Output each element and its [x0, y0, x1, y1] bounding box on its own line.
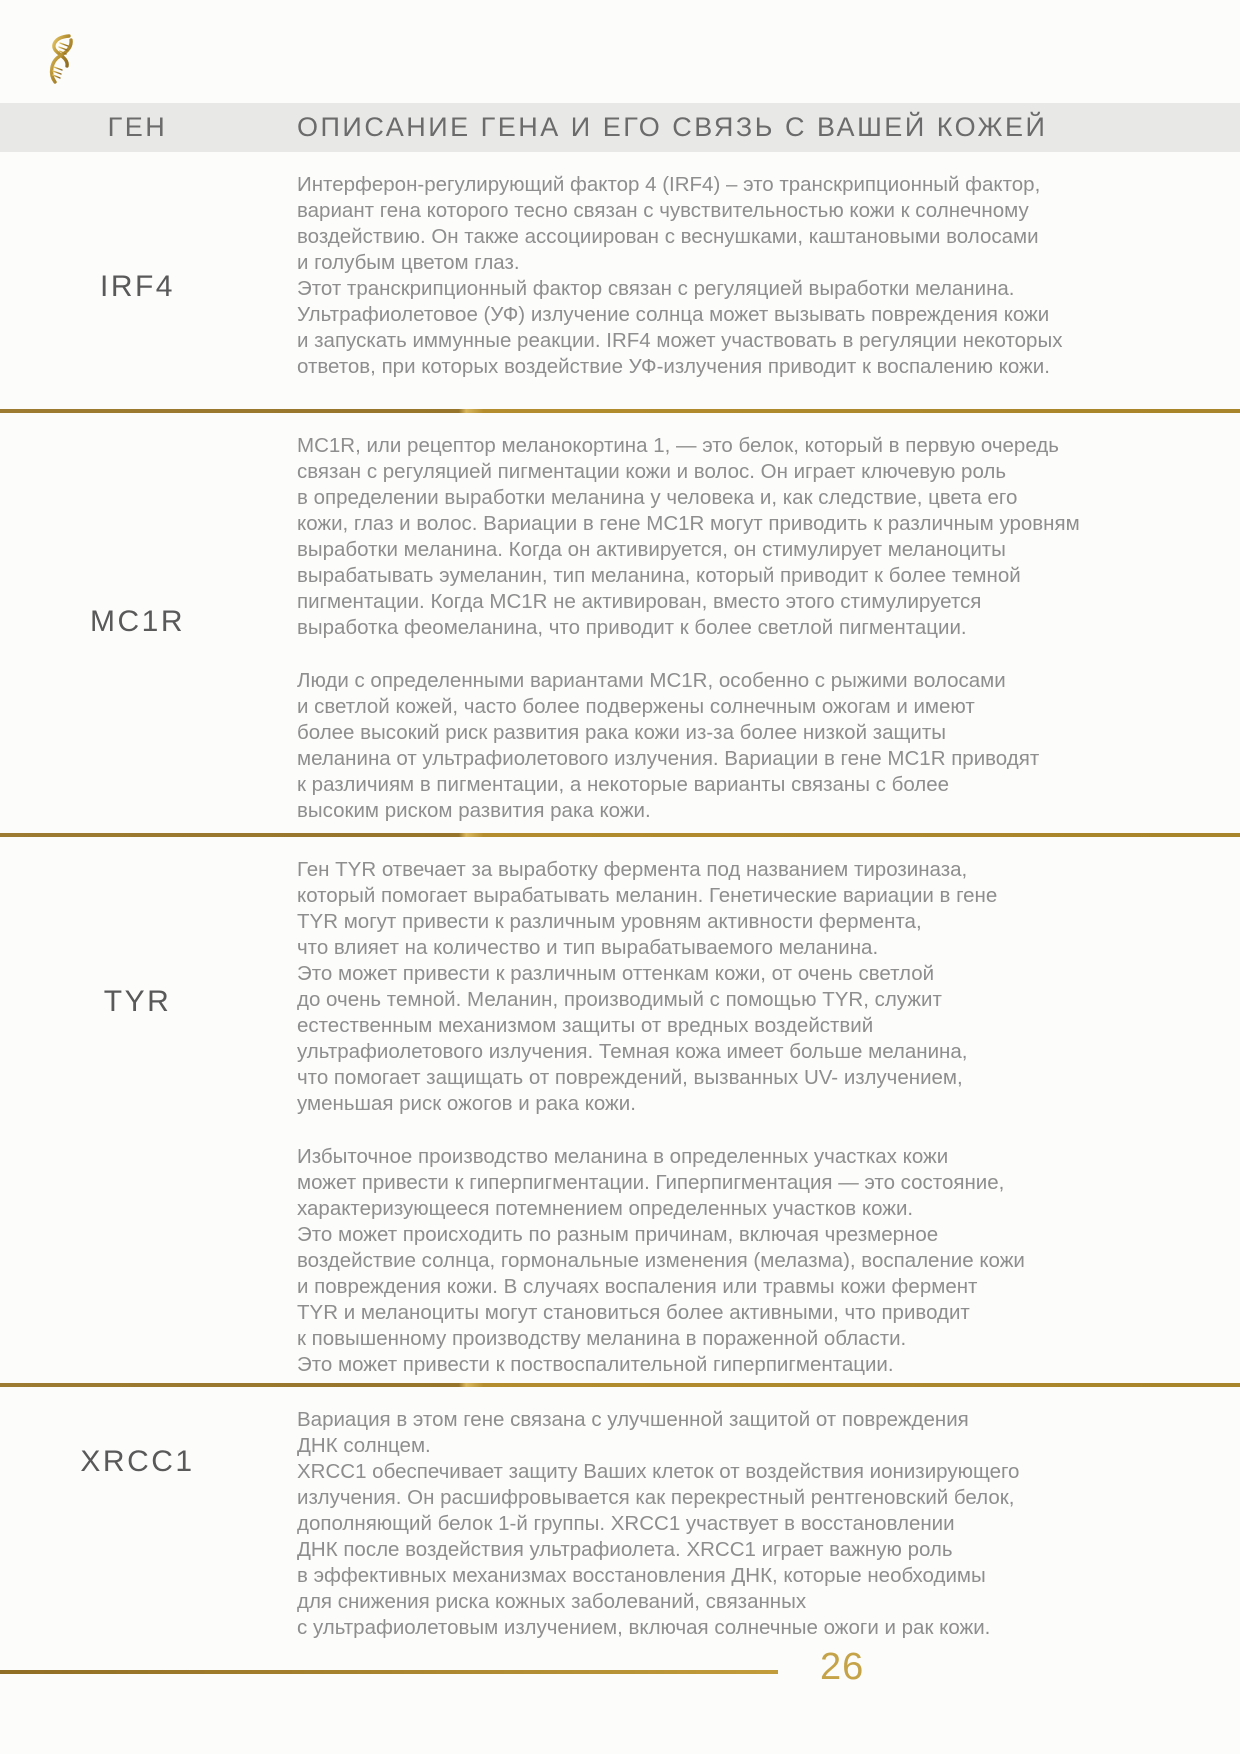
description-line: и светлой кожей, часто более подвержены солнечным ожогам и имеют [297, 695, 975, 718]
description-line: излучения. Он расшифровывается как перекрестный рентгеновский белок, [297, 1486, 1015, 1509]
description-line: характеризующееся потемнением определенных участков кожи. [297, 1197, 914, 1220]
gene-description [275, 1387, 1240, 1647]
description-line: Интерферон-регулирующий фактор 4 (IRF4) – это транскрипционный фактор, [297, 173, 1041, 196]
gene-row [0, 413, 1240, 833]
description-paragraph [297, 668, 1230, 824]
description-line: дополняющий белок 1-й группы. XRCC1 участвует в восстановлении [297, 1512, 955, 1535]
description-line: что помогает защищать от повреждений, вызванных UV- излучением, [297, 1066, 963, 1089]
description-line: XRCC1 обеспечивает защиту Ваших клеток от воздействия ионизирующего [297, 1460, 1020, 1483]
description-paragraph [297, 172, 1230, 380]
gene-description [275, 152, 1240, 409]
description-line: Этот транскрипционный фактор связан с регуляцией выработки меланина. [297, 277, 1015, 300]
description-line: TYR могут привести к различным уровням активности фермента, [297, 910, 922, 933]
gene-row [0, 1387, 1240, 1647]
gene-table-body [0, 152, 1240, 1647]
description-line: ДНК солнцем. [297, 1434, 431, 1457]
gene-name: TYR [103, 985, 172, 1018]
description-line: более высокий риск развития рака кожи из-за более низкой защиты [297, 721, 946, 744]
description-paragraph [297, 1407, 1230, 1641]
description-line: ДНК после воздействия ультрафиолета. XRCC1 играет важную роль [297, 1538, 953, 1561]
description-line: Люди с определенными вариантами MC1R, особенно с рыжими волосами [297, 669, 1006, 692]
gene-description [275, 413, 1240, 833]
description-line: Ультрафиолетовое (УФ) излучение солнца может вызывать повреждения кожи [297, 303, 1050, 326]
description-line: Это может привести к поствоспалительной гиперпигментации. [297, 1353, 894, 1376]
description-line: воздействие солнца, гормональные изменения (мелазма), воспаление кожи [297, 1249, 1025, 1272]
description-line: может привести к гиперпигментации. Гиперпигментация — это состояние, [297, 1171, 1005, 1194]
description-line: ультрафиолетового излучения. Темная кожа имеет больше меланина, [297, 1040, 968, 1063]
description-line: Это может привести к различным оттенкам кожи, от очень светлой [297, 962, 935, 985]
description-line: вырабатывать эумеланин, тип меланина, который приводит к более темной [297, 564, 1021, 587]
description-paragraph [297, 857, 1230, 1117]
description-line: с ультрафиолетовым излучением, включая солнечные ожоги и рак кожи. [297, 1616, 991, 1639]
description-line: и запускать иммунные реакции. IRF4 может участвовать в регуляции некоторых [297, 329, 1063, 352]
description-line: выработки меланина. Когда он активируется, он стимулирует меланоциты [297, 538, 1006, 561]
gene-description [275, 837, 1240, 1383]
description-line: уменьшая риск ожогов и рака кожи. [297, 1092, 636, 1115]
description-line: Вариация в этом гене связана с улучшенной защитой от повреждения [297, 1408, 969, 1431]
description-line: пигментации. Когда MC1R не активирован, вместо этого стимулируется [297, 590, 982, 613]
gene-name: XRCC1 [80, 1445, 195, 1478]
description-line: меланина от ультрафиолетового излучения. Вариации в гене MC1R приводят [297, 747, 1040, 770]
description-line: вариант гена которого тесно связан с чувствительностью кожи к солнечному [297, 199, 1029, 222]
description-line: для снижения риска кожных заболеваний, связанных [297, 1590, 807, 1613]
row-divider [0, 409, 1240, 413]
description-line: ответов, при которых воздействие УФ-излучения приводит к воспалению кожи. [297, 355, 1050, 378]
footer-divider [0, 1670, 778, 1674]
row-divider [0, 833, 1240, 837]
page-number: 26 [820, 1646, 865, 1688]
gene-name: MC1R [89, 605, 185, 638]
dna-helix-icon [46, 33, 76, 85]
description-line: в эффективных механизмах восстановления ДНК, которые необходимы [297, 1564, 986, 1587]
gene-row [0, 152, 1240, 409]
description-line: воздействию. Он также ассоциирован с веснушками, каштановыми волосами [297, 225, 1039, 248]
column-header-gene: ГЕН [107, 112, 168, 142]
description-line: MC1R, или рецептор меланокортина 1, — это белок, который в первую очередь [297, 434, 1059, 457]
description-line: кожи, глаз и волос. Вариации в гене MC1R могут приводить к различным уровням [297, 512, 1080, 535]
description-paragraph [297, 433, 1230, 641]
description-line: Ген TYR отвечает за выработку фермента под названием тирозиназа, [297, 858, 968, 881]
description-line: TYR и меланоциты могут становиться более активными, что приводит [297, 1301, 970, 1324]
description-line: и повреждения кожи. В случаях воспаления или травмы кожи фермент [297, 1275, 978, 1298]
table-header-row [0, 103, 1240, 152]
row-divider [0, 1383, 1240, 1387]
description-paragraph [297, 1144, 1230, 1378]
description-line: который помогает вырабатывать меланин. Генетические вариации в гене [297, 884, 998, 907]
description-line: высоким риском развития рака кожи. [297, 799, 651, 822]
description-line: что влияет на количество и тип вырабатываемого меланина. [297, 936, 879, 959]
gene-row [0, 837, 1240, 1383]
description-line: к различиям в пигментации, а некоторые варианты связаны с более [297, 773, 950, 796]
description-line: в определении выработки меланина у человека и, как следствие, цвета его [297, 486, 1018, 509]
description-line: естественным механизмом защиты от вредных воздействий [297, 1014, 874, 1037]
description-line: и голубым цветом глаз. [297, 251, 520, 274]
description-line: до очень темной. Меланин, производимый с помощью TYR, служит [297, 988, 942, 1011]
column-header-description: ОПИСАНИЕ ГЕНА И ЕГО СВЯЗЬ С ВАШЕЙ КОЖЕЙ [297, 112, 1048, 142]
description-line: связан с регуляцией пигментации кожи и волос. Он играет ключевую роль [297, 460, 1007, 483]
gene-name: IRF4 [99, 270, 175, 303]
description-line: Избыточное производство меланина в определенных участках кожи [297, 1145, 949, 1168]
description-line: к повышенному производству меланина в пораженной области. [297, 1327, 907, 1350]
description-line: выработка феомеланина, что приводит к более светлой пигментации. [297, 616, 967, 639]
description-line: Это может происходить по разным причинам, включая чрезмерное [297, 1223, 939, 1246]
